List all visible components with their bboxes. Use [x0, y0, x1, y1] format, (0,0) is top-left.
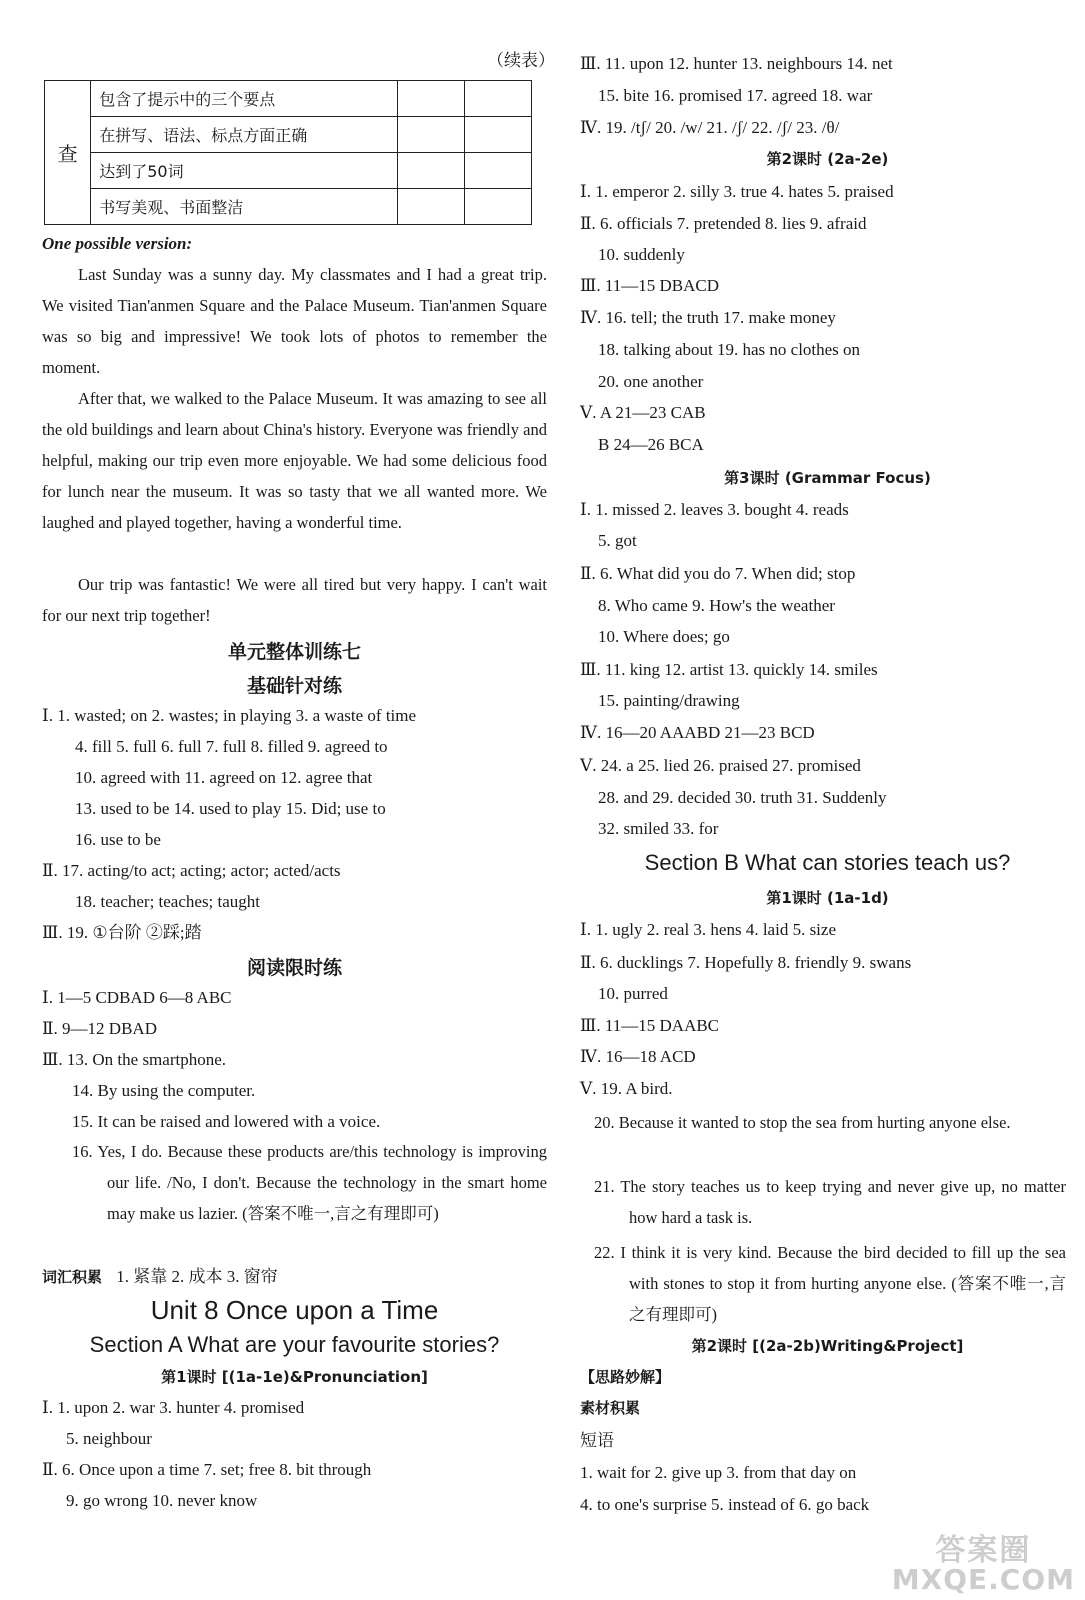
- answer-line: 10. suddenly: [598, 245, 685, 264]
- answer-line: Ⅴ. 19. A bird.: [580, 1079, 673, 1098]
- answer-line: Ⅱ. 6. officials 7. pretended 8. lies 9. afraid: [580, 214, 867, 233]
- reading-practice-title: 阅读限时练: [246, 957, 342, 979]
- answer-line: 5. neighbour: [66, 1429, 152, 1448]
- lesson-title: 第3课时 (Grammar Focus): [724, 469, 931, 487]
- answer-line: 28. and 29. decided 30. truth 31. Suddenly: [598, 788, 887, 807]
- section-b-title: Section B What can stories teach us?: [644, 850, 1011, 875]
- answer-paragraph: 20. Because it wanted to stop the sea from hurting anyone else.: [594, 1113, 1011, 1132]
- vocab-label: 词汇积累: [42, 1270, 103, 1286]
- answer-line: 1. wait for 2. give up 3. from that day on: [580, 1463, 857, 1482]
- answer-line: Ⅱ. 17. acting/to act; acting; actor; acted/acts: [42, 861, 341, 880]
- answer-line: 16. use to be: [75, 830, 161, 849]
- answer-line: 18. teacher; teaches; taught: [75, 892, 261, 911]
- answer-line: Ⅲ. 13. On the smartphone.: [42, 1050, 227, 1069]
- watermark-url: MXQE.COM: [891, 1563, 1075, 1596]
- lesson-title: 第1课时 [(1a-1e)&Pronunciation]: [161, 1368, 428, 1386]
- rubric-cell: [465, 81, 532, 117]
- rubric-cell: [398, 81, 465, 117]
- answer-line: Ⅰ. 1. upon 2. war 3. hunter 4. promised: [42, 1398, 305, 1417]
- vocab-line: [42, 1266, 278, 1289]
- answer-line: 15. It can be raised and lowered with a voice.: [72, 1112, 381, 1131]
- answer-line: Ⅳ. 16. tell; the truth 17. make money: [580, 308, 836, 327]
- answer-line: Ⅱ. 6. Once upon a time 7. set; free 8. bit through: [42, 1460, 372, 1479]
- answer-paragraph: 16. Yes, I do. Because these products are/this technology is improving our life. /No, I don't. Because the technology in the smart home may make us lazier. (答案不唯一,言之有理即可): [72, 1142, 547, 1223]
- rubric-row: 在拼写、语法、标点方面正确: [91, 117, 398, 153]
- answer-line: 5. got: [598, 531, 637, 550]
- answer-line: 15. bite 16. promised 17. agreed 18. war: [598, 86, 873, 105]
- answer-line: 10. agreed with 11. agreed on 12. agree that: [75, 768, 373, 787]
- lesson-title: 第2课时 [(2a-2b)Writing&Project]: [691, 1337, 964, 1355]
- answer-line: 15. painting/drawing: [598, 691, 740, 710]
- answer-line: Ⅰ. 1. emperor 2. silly 3. true 4. hates 5. praised: [580, 182, 894, 201]
- answer-line: Ⅳ. 16—20 AAABD 21—23 BCD: [580, 723, 815, 742]
- basic-practice-title: 基础针对练: [246, 675, 342, 697]
- one-possible-version-label: One possible version:: [42, 234, 193, 253]
- answer-line: Ⅲ. 19. ①台阶 ②踩;踏: [42, 923, 202, 942]
- watermark-text: 答案圈: [935, 1533, 1032, 1568]
- answer-line: 20. one another: [598, 372, 704, 391]
- answer-paragraph: 22. I think it is very kind. Because the bird decided to fill up the sea with stones to stop it from hurting anyone else. (答案不唯一,言之有理即可): [594, 1243, 1066, 1324]
- answer-line: Ⅰ. 1. missed 2. leaves 3. bought 4. reads: [580, 500, 849, 519]
- unit7-title: 单元整体训练七: [227, 641, 361, 663]
- rubric-cell: [398, 117, 465, 153]
- vocab-answers: 1. 紧靠 2. 成本 3. 窗帘: [116, 1267, 278, 1286]
- essay-paragraph: After that, we walked to the Palace Museum. It was amazing to see all the old buildings and learn about China's history. Everyone was friendly and helpful, making our trip even more enjoyable. We had some delicious food for lunch near the museum. It was so tasty that we all wanted more. We laughed and played together, having a wonderful time.: [42, 389, 547, 532]
- rubric-table: [44, 80, 532, 225]
- answer-line: Ⅴ. A 21—23 CAB: [580, 403, 706, 422]
- answer-line: Ⅰ. 1. ugly 2. real 3. hens 4. laid 5. size: [580, 920, 836, 939]
- lesson-title: 第2课时 (2a-2e): [766, 150, 889, 168]
- rubric-cell: [398, 153, 465, 189]
- answer-line: Ⅳ. 19. /tʃ/ 20. /w/ 21. /ʃ/ 22. /ʃ/ 23. /θ/: [580, 118, 840, 137]
- answer-line: Ⅱ. 9—12 DBAD: [42, 1019, 157, 1038]
- answer-line: Ⅲ. 11. upon 12. hunter 13. neighbours 14. net: [580, 54, 893, 73]
- essay-paragraph: Last Sunday was a sunny day. My classmates and I had a great trip. We visited Tian'anmen Square and the Palace Museum. Tian'anmen Square was so big and impressive! We took lots of photos to remember the moment.: [42, 265, 547, 377]
- thinking-label: 【思路妙解】: [580, 1370, 671, 1386]
- answer-line: Ⅱ. 6. ducklings 7. Hopefully 8. friendly 9. swans: [580, 953, 912, 972]
- lesson-title: 第1课时 (1a-1d): [766, 889, 889, 907]
- answer-line: 14. By using the computer.: [72, 1081, 256, 1100]
- answer-line: 4. to one's surprise 5. instead of 6. go back: [580, 1495, 870, 1514]
- watermark-logo: [891, 1533, 1075, 1596]
- unit8-title: Unit 8 Once upon a Time: [150, 1295, 439, 1325]
- rubric-row: 书写美观、书面整洁: [91, 189, 398, 225]
- rubric-row: 达到了50词: [91, 153, 398, 189]
- answer-line: Ⅴ. 24. a 25. lied 26. praised 27. promised: [580, 756, 861, 775]
- answer-line: 9. go wrong 10. never know: [66, 1491, 258, 1510]
- rubric-cell: [465, 117, 532, 153]
- answer-line: Ⅲ. 11—15 DBACD: [580, 276, 720, 295]
- answer-line: Ⅰ. 1. wasted; on 2. wastes; in playing 3. a waste of time: [42, 706, 417, 725]
- essay-paragraph: Our trip was fantastic! We were all tired but very happy. I can't wait for our next trip together!: [42, 575, 547, 625]
- rubric-check-label: 查: [45, 81, 91, 225]
- rubric-cell: [398, 189, 465, 225]
- answer-line: 32. smiled 33. for: [598, 819, 719, 838]
- answer-line: Ⅱ. 6. What did you do 7. When did; stop: [580, 564, 856, 583]
- answer-line: 18. talking about 19. has no clothes on: [598, 340, 861, 359]
- rubric-row: 包含了提示中的三个要点: [91, 81, 398, 117]
- answer-line: 8. Who came 9. How's the weather: [598, 596, 835, 615]
- answer-line: 13. used to be 14. used to play 15. Did; use to: [75, 799, 386, 818]
- section-a-title: Section A What are your favourite stories?: [89, 1332, 500, 1357]
- rubric-cell: [465, 153, 532, 189]
- answer-line: Ⅳ. 16—18 ACD: [580, 1047, 696, 1066]
- answer-line: Ⅰ. 1—5 CDBAD 6—8 ABC: [42, 988, 232, 1007]
- answer-line: 10. Where does; go: [598, 627, 730, 646]
- answer-paragraph: 21. The story teaches us to keep trying and never give up, no matter how hard a task is.: [594, 1177, 1066, 1227]
- phrases-label: 短语: [580, 1431, 614, 1450]
- answer-line: B 24—26 BCA: [598, 435, 704, 454]
- answer-line: 4. fill 5. full 6. full 7. full 8. filled 9. agreed to: [75, 737, 388, 756]
- answer-line: Ⅲ. 11. king 12. artist 13. quickly 14. smiles: [580, 660, 878, 679]
- rubric-cell: [465, 189, 532, 225]
- answer-line: 10. purred: [598, 984, 668, 1003]
- continued-label: （续表）: [487, 51, 555, 70]
- material-label: 素材积累: [580, 1401, 641, 1417]
- answer-line: Ⅲ. 11—15 DAABC: [580, 1016, 720, 1035]
